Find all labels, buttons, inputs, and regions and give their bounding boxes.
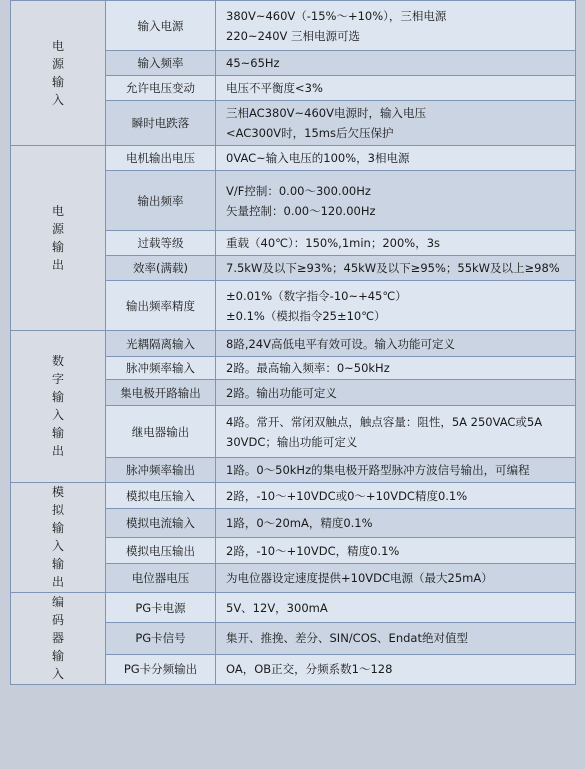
row-value bbox=[216, 171, 576, 231]
row-value bbox=[216, 146, 576, 171]
row-label: 模拟电压输出 bbox=[106, 537, 216, 563]
row-label: PG卡电源 bbox=[106, 593, 216, 623]
value-line: 5V、12V，300mA bbox=[226, 600, 328, 615]
row-label: 电机输出电压 bbox=[106, 146, 216, 171]
value-line: 30VDC；输出功能可定义 bbox=[226, 434, 358, 449]
row-label: 模拟电压输入 bbox=[106, 483, 216, 509]
row-value bbox=[216, 593, 576, 623]
row-label: PG卡分频输出 bbox=[106, 654, 216, 684]
row-value bbox=[216, 357, 576, 380]
value-line: ±0.01%（数字指令-10~+45℃） bbox=[226, 288, 407, 303]
group-title: 数字输入输出 bbox=[51, 354, 64, 458]
value-line: 2路。最高输入频率：0~50kHz bbox=[226, 361, 390, 375]
value-line: V/F控制：0.00～300.00Hz bbox=[226, 183, 371, 198]
row-value bbox=[216, 509, 576, 538]
row-value bbox=[216, 256, 576, 281]
row-label: 集电极开路输出 bbox=[106, 380, 216, 406]
row-value bbox=[216, 458, 576, 483]
group-title: 编码器输入 bbox=[51, 595, 64, 681]
group-title: 模拟输入输出 bbox=[51, 485, 64, 589]
group-cell-power-output bbox=[11, 146, 106, 331]
group-cell-analog-io bbox=[11, 483, 106, 593]
row-value bbox=[216, 483, 576, 509]
value-line: 1路。0～50kHz的集电极开路型脉冲方波信号输出，可编程 bbox=[226, 463, 530, 477]
row-label: 模拟电流输入 bbox=[106, 509, 216, 538]
value-line: 220~240V 三相电源可选 bbox=[226, 28, 361, 43]
row-value bbox=[216, 406, 576, 458]
row-label: 允许电压变动 bbox=[106, 76, 216, 101]
value-line: ±0.1%（模拟指令25±10℃） bbox=[226, 308, 386, 323]
value-line: 1路，0～20mA，精度0.1% bbox=[226, 516, 373, 531]
group-cell-power-input bbox=[11, 1, 106, 146]
row-label: 脉冲频率输入 bbox=[106, 357, 216, 380]
row-value bbox=[216, 101, 576, 146]
row-label: 输出频率精度 bbox=[106, 281, 216, 331]
value-line: 0VAC~输入电压的100%，3相电源 bbox=[226, 151, 410, 165]
row-label: 继电器输出 bbox=[106, 406, 216, 458]
group-title: 电源输入 bbox=[51, 38, 64, 107]
row-value bbox=[216, 564, 576, 593]
value-line: 集开、推挽、差分、SIN/COS、Endat绝对值型 bbox=[226, 631, 468, 646]
value-line: 7.5kW及以下≥93%；45kW及以下≥95%；55kW及以上≥98% bbox=[226, 261, 560, 275]
value-line: 重载（40℃）：150%,1min；200%，3s bbox=[226, 236, 441, 250]
row-value bbox=[216, 654, 576, 684]
row-label: 过载等级 bbox=[106, 231, 216, 256]
value-line: 电压不平衡度<3% bbox=[226, 81, 323, 95]
row-label: 输出频率 bbox=[106, 171, 216, 231]
row-label: 输入电源 bbox=[106, 1, 216, 51]
value-line: 矢量控制：0.00～120.00Hz bbox=[226, 203, 376, 218]
row-label: 瞬时电跌落 bbox=[106, 101, 216, 146]
value-line: 2路，-10～+10VDC，精度0.1% bbox=[226, 543, 400, 558]
table-row bbox=[11, 593, 576, 623]
value-line: 4路。常开、常闭双触点，触点容量：阻性，5A 250VAC或5A bbox=[226, 414, 543, 429]
row-value bbox=[216, 76, 576, 101]
value-line: 45~65Hz bbox=[226, 56, 280, 70]
table-row bbox=[11, 1, 576, 51]
value-line: 2路，-10～+10VDC或0～+10VDC精度0.1% bbox=[226, 488, 468, 503]
value-line: <AC300V时，15ms后欠压保护 bbox=[226, 126, 394, 140]
value-line: 三相AC380V~460V电源时，输入电压 bbox=[226, 106, 426, 120]
spec-table bbox=[10, 0, 576, 685]
table-row bbox=[11, 483, 576, 509]
row-label: 输入频率 bbox=[106, 51, 216, 76]
group-title: 电源输出 bbox=[51, 203, 64, 272]
group-cell-encoder-input bbox=[11, 593, 106, 685]
row-value bbox=[216, 1, 576, 51]
table-row bbox=[11, 331, 576, 357]
row-value bbox=[216, 331, 576, 357]
row-value bbox=[216, 380, 576, 406]
row-value bbox=[216, 537, 576, 563]
row-label: 光耦隔离输入 bbox=[106, 331, 216, 357]
table-row bbox=[11, 146, 576, 171]
row-value bbox=[216, 623, 576, 654]
row-label: PG卡信号 bbox=[106, 623, 216, 654]
value-line: 8路,24V高低电平有效可设。输入功能可定义 bbox=[226, 336, 455, 351]
value-line: 380V~460V（-15%～+10%），三相电源 bbox=[226, 8, 447, 23]
row-label: 效率(满载) bbox=[106, 256, 216, 281]
spec-table-body bbox=[11, 1, 576, 685]
value-line: 2路。输出功能可定义 bbox=[226, 385, 337, 400]
row-label: 电位器电压 bbox=[106, 564, 216, 593]
value-line: OA，OB正交，分频系数1～128 bbox=[226, 662, 393, 677]
row-value bbox=[216, 51, 576, 76]
row-value bbox=[216, 281, 576, 331]
row-label: 脉冲频率输出 bbox=[106, 458, 216, 483]
row-value bbox=[216, 231, 576, 256]
group-cell-digital-io bbox=[11, 331, 106, 483]
value-line: 为电位器设定速度提供+10VDC电源（最大25mA） bbox=[226, 571, 493, 586]
